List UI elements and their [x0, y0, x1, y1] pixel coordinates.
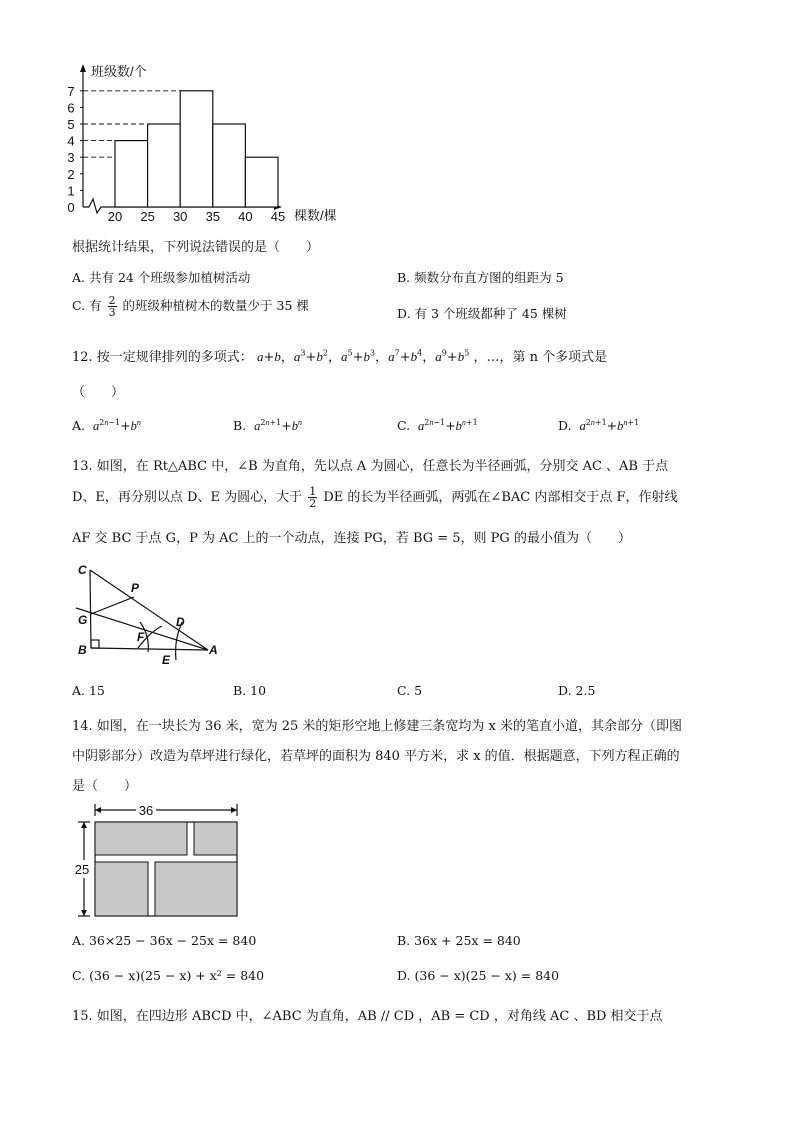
- x-tick-label: 30: [172, 209, 188, 224]
- q13-triangle-figure: [70, 558, 230, 670]
- fraction-denominator: 3: [108, 306, 116, 319]
- y-tick-label: 2: [67, 166, 75, 182]
- q12-option-d[interactable]: D. $a^{2n+1}+b^{n+1}$: [558, 418, 640, 434]
- q12-polynomials: a+b，$a^3+b^2$，$a^5+b^3$，$a^7+b^4$，$a^9+b^5$: [256, 348, 470, 365]
- q13-option-c[interactable]: C. 5: [397, 683, 423, 698]
- fraction-denominator: 2: [309, 497, 317, 510]
- q11-prompt: 根据统计结果，下列说法错误的是（ ）: [72, 240, 320, 255]
- option-label: C.: [397, 418, 411, 434]
- lawn-bottom-right: [155, 862, 237, 916]
- q12-option-c[interactable]: C. $a^{2n-1}+b^{n+1}$: [397, 418, 478, 434]
- histogram-bar: [180, 91, 213, 207]
- histogram-bar: [245, 157, 278, 207]
- q14-line1: 14. 如图，在一块长为 36 米，宽为 25 米的矩形空地上修建三条宽均为 x 米的笔直小道，其余部分（即图: [72, 719, 683, 734]
- y-axis-arrow: [80, 64, 86, 72]
- option-label: A.: [72, 418, 86, 434]
- y-tick-label: 4: [67, 133, 75, 149]
- q14-option-d[interactable]: D. (36 − x)(25 − x) = 840: [397, 968, 560, 983]
- x-tick-label: 25: [140, 209, 155, 224]
- label-g: G: [78, 613, 88, 627]
- y-tick-label: 6: [67, 100, 75, 116]
- q12-option-b[interactable]: B. $a^{2n+1}+b^n$: [233, 418, 302, 434]
- segment-cb: [90, 570, 91, 648]
- histogram-bar: [213, 124, 246, 207]
- option-label: D.: [558, 418, 572, 434]
- label-e: E: [162, 653, 171, 667]
- label-a: A: [209, 643, 218, 657]
- right-angle-mark: [91, 640, 99, 648]
- q12-paren: （ ）: [72, 385, 125, 400]
- q11-option-c-prefix: C. 有: [72, 298, 102, 313]
- height-label: 25: [74, 862, 90, 877]
- width-label: 36: [138, 803, 154, 818]
- label-f: F: [137, 630, 145, 644]
- label-b: B: [78, 643, 87, 657]
- segment-pg: [91, 597, 134, 614]
- label-d: D: [176, 615, 185, 629]
- q14-option-a[interactable]: A. 36×25 − 36x − 25x = 840: [72, 933, 257, 948]
- label-p: P: [131, 581, 140, 595]
- q13-option-b[interactable]: B. 10: [233, 683, 267, 698]
- histogram-bar: [148, 124, 181, 207]
- y-tick-label: 5: [67, 117, 75, 132]
- y-tick-label: 7: [67, 83, 75, 99]
- q13-option-d[interactable]: D. 2.5: [558, 683, 596, 698]
- q11-option-d[interactable]: D. 有 3 个班级都种了 45 棵树: [397, 306, 567, 321]
- fraction-numerator: 1: [309, 485, 317, 498]
- histogram-bar: [115, 141, 148, 207]
- segment-ca: [90, 570, 208, 650]
- q14-line2: 中阴影部分）改造为草坪进行绿化，若草坪的面积为 840 平方米，求 x 的值．根据题意，下列方程正确的: [72, 749, 680, 764]
- option-label: B.: [233, 418, 247, 434]
- x-axis-label: 棵数/棵: [294, 208, 337, 223]
- q11-option-c[interactable]: [72, 295, 309, 318]
- q13-line2-pre: D、E，再分别以点 D、E 为圆心，大于: [72, 490, 303, 505]
- y-axis-label: 班级数/个: [91, 64, 147, 79]
- q13-option-a[interactable]: A. 15: [72, 683, 105, 698]
- histogram-chart: [60, 58, 360, 226]
- q14-rectangle-figure: [68, 800, 244, 922]
- x-tick-label: 40: [238, 209, 253, 224]
- x-tick-label: 20: [107, 209, 123, 224]
- q15-line1: 15. 如图，在四边形 ABCD 中，∠ABC 为直角，AB // CD ，AB = CD ，对角线 AC 、BD 相交于点: [72, 1009, 663, 1024]
- x-tick-label: 45: [270, 209, 286, 224]
- q14-line3: 是（ ）: [72, 779, 138, 794]
- q11-option-c-suffix: 的班级种植树木的数量少于 35 棵: [122, 298, 309, 313]
- q12-stem: [72, 346, 607, 365]
- lawn-top-left: [95, 822, 187, 855]
- q14-option-b[interactable]: B. 36x + 25x = 840: [397, 933, 521, 948]
- q11-option-a[interactable]: A. 共有 24 个班级参加植树活动: [72, 270, 251, 285]
- lawn-top-right: [194, 822, 237, 855]
- q12-stem-text: 12. 按一定规律排列的多项式：: [72, 350, 253, 365]
- q12-stem-cont: ，…，第 n 个多项式是: [473, 350, 608, 365]
- y-tick-label: 1: [67, 183, 75, 199]
- fraction-numerator: 2: [108, 294, 116, 307]
- q13-fraction: [308, 486, 317, 509]
- q11-option-b[interactable]: B. 频数分布直方图的组距为 5: [397, 270, 564, 285]
- y-tick-label: 3: [67, 150, 75, 166]
- q14-option-c[interactable]: C. (36 − x)(25 − x) + x² = 840: [72, 968, 265, 983]
- q11-option-c-fraction: [108, 295, 117, 318]
- x-tick-label: 35: [205, 209, 221, 224]
- q12-option-a[interactable]: A. $a^{2n-1}+b^n$: [72, 418, 141, 434]
- label-c: C: [78, 563, 87, 577]
- q13-line2-post: DE 的长为半径画弧，两弧在∠BAC 内部相交于点 F，作射线: [323, 490, 678, 505]
- q13-line2: [72, 486, 678, 509]
- segment-ba: [91, 648, 208, 650]
- y-tick-label: 0: [67, 200, 75, 215]
- lawn-bottom-left: [95, 862, 148, 916]
- q13-line1: 13. 如图，在 Rt△ABC 中，∠B 为直角，先以点 A 为圆心，任意长为半径画弧，分别交 AC 、AB 于点: [72, 459, 669, 474]
- q13-line3: AF 交 BC 于点 G，P 为 AC 上的一个动点，连接 PG，若 BG = 5，则 PG 的最小值为（ ）: [72, 531, 631, 546]
